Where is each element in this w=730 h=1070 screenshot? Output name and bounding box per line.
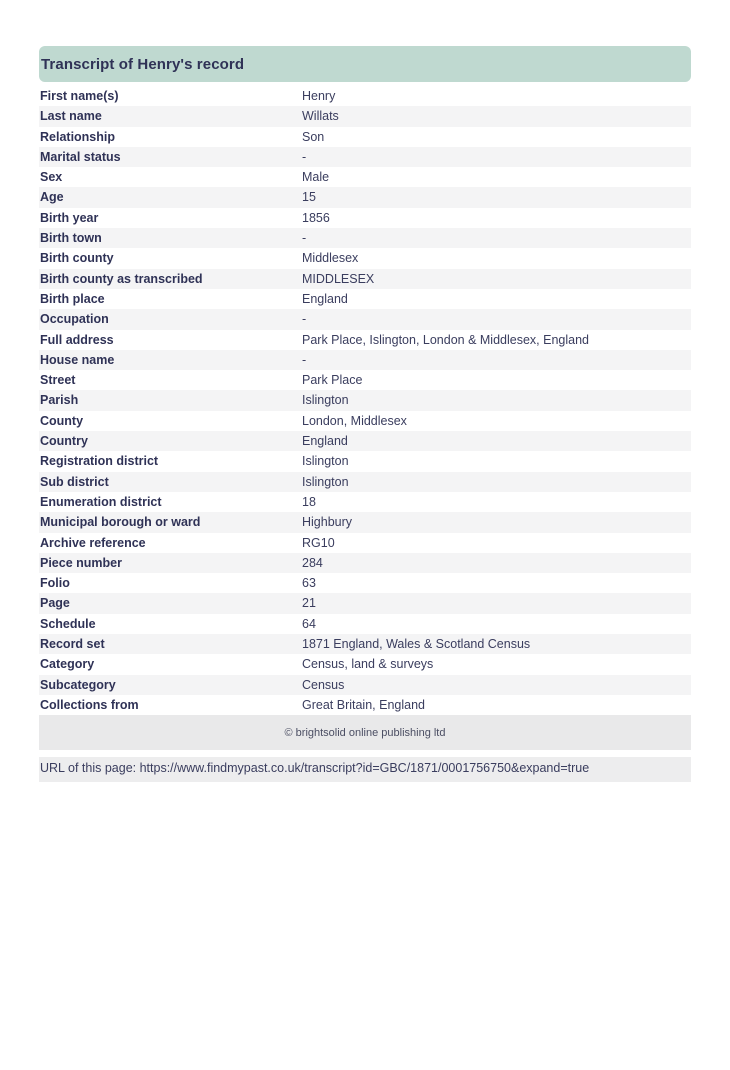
field-label: First name(s) bbox=[40, 89, 119, 103]
field-label: Sex bbox=[40, 170, 63, 185]
field-value: - bbox=[302, 149, 307, 164]
field-value: Son bbox=[302, 129, 325, 144]
field-label: Registration district bbox=[40, 454, 159, 469]
field-label: Collections from bbox=[40, 697, 139, 712]
record-row bbox=[39, 147, 691, 167]
field-label: County bbox=[40, 413, 84, 428]
field-value: Census, land & surveys bbox=[302, 657, 434, 672]
field-label: Birth town bbox=[40, 231, 102, 246]
record-row bbox=[39, 289, 691, 309]
field-label: Enumeration district bbox=[40, 494, 162, 509]
field-label: Subcategory bbox=[40, 677, 116, 692]
record-row bbox=[39, 431, 691, 451]
record-row bbox=[39, 675, 691, 695]
field-value: RG10 bbox=[302, 535, 335, 550]
field-value: 284 bbox=[302, 555, 323, 570]
record-row bbox=[39, 350, 691, 370]
record-row bbox=[39, 654, 691, 674]
field-label: Parish bbox=[40, 393, 79, 408]
field-label: Record set bbox=[40, 637, 105, 652]
field-value: London, Middlesex bbox=[302, 413, 407, 428]
field-value: 64 bbox=[302, 616, 316, 631]
field-label: Folio bbox=[40, 576, 70, 591]
field-value: Islington bbox=[302, 474, 349, 489]
record-row bbox=[39, 309, 691, 329]
field-value: Willats bbox=[302, 109, 339, 124]
field-value: Park Place bbox=[302, 373, 363, 388]
field-value: 63 bbox=[302, 576, 316, 591]
record-row bbox=[39, 167, 691, 187]
field-value: Islington bbox=[302, 393, 349, 408]
field-value: Islington bbox=[302, 454, 349, 469]
field-value: Middlesex bbox=[302, 251, 359, 266]
field-label: Occupation bbox=[40, 312, 109, 327]
field-value: MIDDLESEX bbox=[302, 271, 375, 286]
record-row bbox=[39, 248, 691, 268]
field-label: Relationship bbox=[40, 129, 116, 144]
field-label: Last name bbox=[40, 109, 102, 124]
record-row bbox=[39, 634, 691, 654]
record-row bbox=[39, 127, 691, 147]
field-value: 21 bbox=[302, 596, 316, 611]
record-row bbox=[39, 208, 691, 228]
footer-copyright-block bbox=[39, 715, 691, 750]
record-row bbox=[39, 512, 691, 532]
record-row bbox=[39, 106, 691, 126]
field-value: Highbury bbox=[302, 515, 353, 530]
field-value: Henry bbox=[302, 89, 336, 103]
page-title: Transcript of Henry's record bbox=[41, 55, 245, 73]
field-label: Full address bbox=[40, 332, 114, 347]
field-value: - bbox=[302, 231, 307, 246]
field-label: Category bbox=[40, 657, 95, 672]
field-value: Census bbox=[302, 677, 345, 692]
field-label: House name bbox=[40, 352, 115, 367]
field-value: England bbox=[302, 434, 348, 449]
field-label: Birth county bbox=[40, 251, 114, 266]
record-row bbox=[39, 86, 691, 106]
record-row bbox=[39, 614, 691, 634]
url-line: URL of this page: https://www.findmypast.co.uk/transcript?id=GBC/1871/0001756750&expand=true bbox=[40, 761, 590, 776]
record-row bbox=[39, 390, 691, 410]
transcript-header-banner bbox=[39, 46, 691, 82]
record-row bbox=[39, 472, 691, 492]
field-label: Street bbox=[40, 373, 76, 388]
field-label: Sub district bbox=[40, 474, 109, 489]
field-label: Page bbox=[40, 596, 70, 611]
field-value: 18 bbox=[302, 494, 316, 509]
field-value: Great Britain, England bbox=[302, 697, 425, 712]
record-row bbox=[39, 695, 691, 715]
field-label: Schedule bbox=[40, 616, 96, 631]
field-label: Country bbox=[40, 434, 88, 449]
record-row bbox=[39, 553, 691, 573]
record-row bbox=[39, 269, 691, 289]
field-label: Archive reference bbox=[40, 535, 146, 550]
field-value: - bbox=[302, 312, 307, 327]
record-table bbox=[39, 86, 691, 715]
field-label: Piece number bbox=[40, 555, 122, 570]
record-row bbox=[39, 593, 691, 613]
field-label: Birth place bbox=[40, 291, 105, 306]
field-value: Park Place, Islington, London & Middlesex, England bbox=[302, 332, 589, 347]
record-row bbox=[39, 330, 691, 350]
footer-copyright: © brightsolid online publishing ltd bbox=[284, 726, 446, 739]
field-value: Male bbox=[302, 170, 330, 185]
record-row bbox=[39, 492, 691, 512]
field-value: England bbox=[302, 291, 348, 306]
record-row bbox=[39, 451, 691, 471]
transcript-page bbox=[39, 46, 691, 782]
field-value: 15 bbox=[302, 190, 316, 205]
field-value: 1856 bbox=[302, 210, 330, 225]
record-row bbox=[39, 573, 691, 593]
field-label: Municipal borough or ward bbox=[40, 515, 201, 530]
record-row bbox=[39, 187, 691, 207]
record-row bbox=[39, 533, 691, 553]
field-value: 1871 England, Wales & Scotland Census bbox=[302, 637, 531, 652]
field-value: - bbox=[302, 352, 307, 367]
field-label: Marital status bbox=[40, 149, 121, 164]
record-row bbox=[39, 370, 691, 390]
field-label: Birth year bbox=[40, 210, 99, 225]
record-row bbox=[39, 228, 691, 248]
page-url-strip bbox=[39, 757, 691, 782]
record-row bbox=[39, 411, 691, 431]
field-label: Age bbox=[40, 190, 64, 205]
field-label: Birth county as transcribed bbox=[40, 271, 203, 286]
